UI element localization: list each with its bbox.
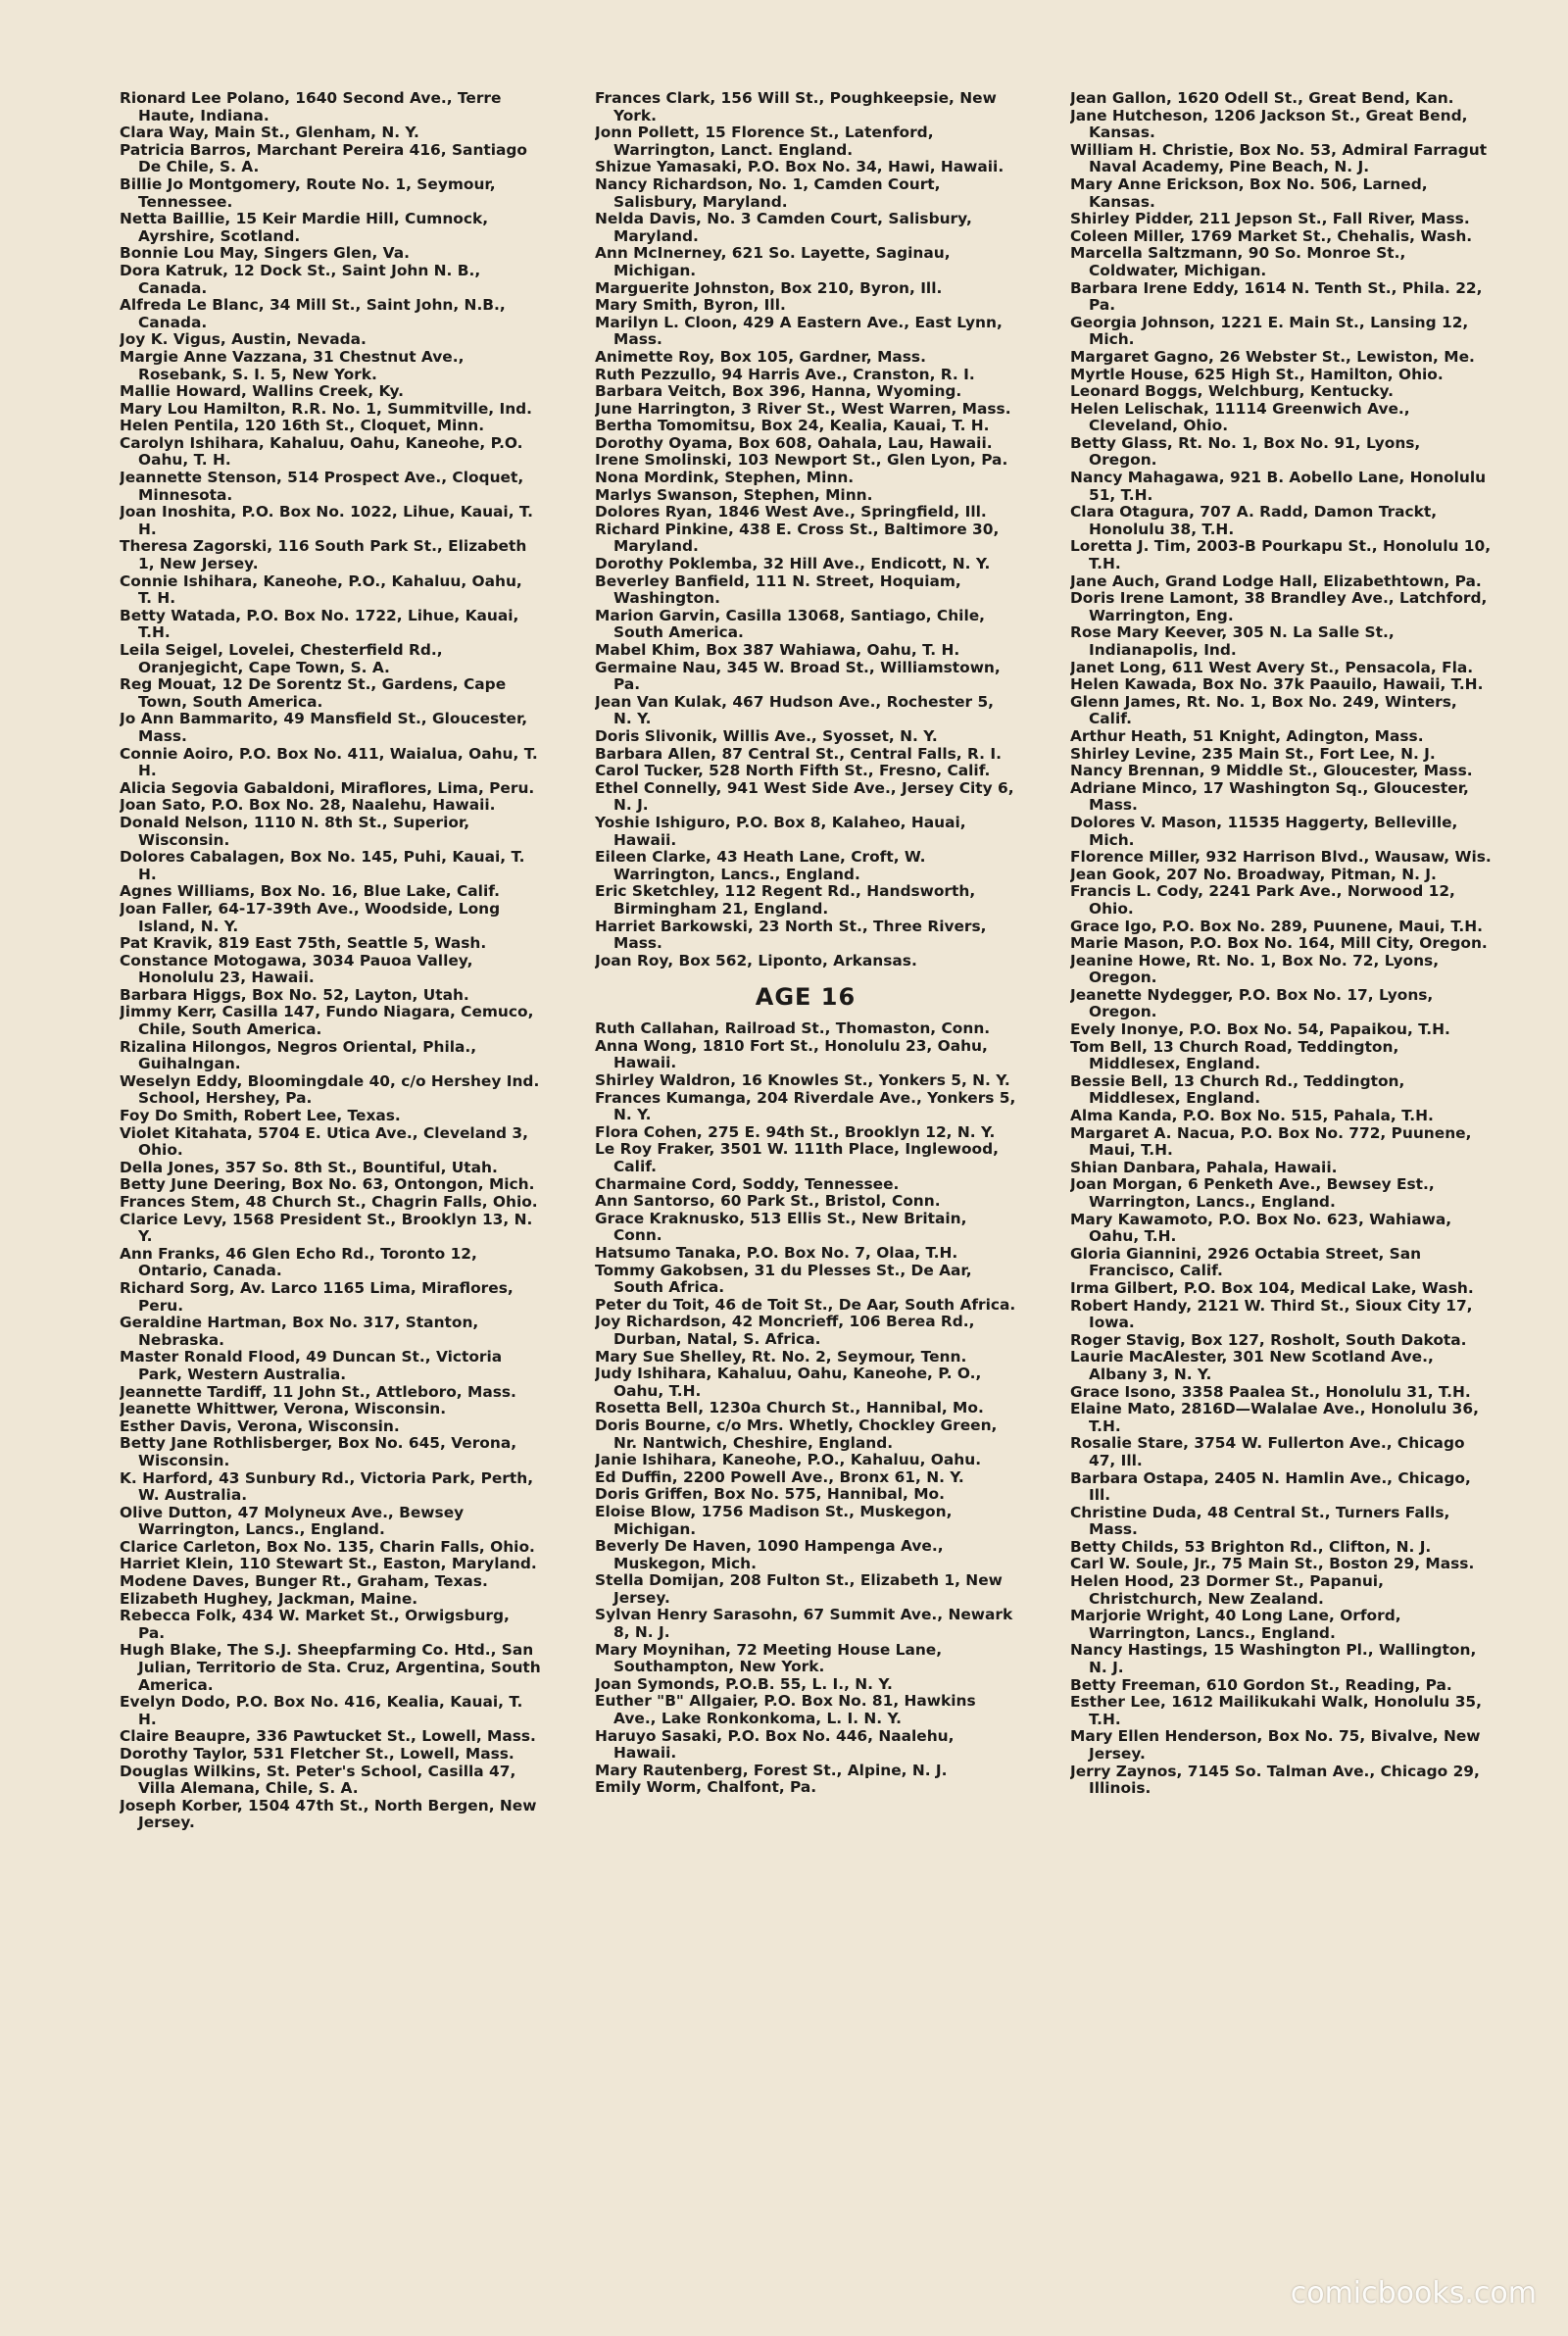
address-entry: Barbara Allen, 87 Central St., Central Falls, R. I. <box>595 744 1002 763</box>
address-entry: William H. Christie, Box No. 53, Admiral Farragut Naval Academy, Pine Beach, N. J. <box>1070 140 1488 176</box>
address-entry: Beverley Banfield, 111 N. Street, Hoquiam, Washington. <box>595 572 961 608</box>
address-entry: Eloise Blow, 1756 Madison St., Muskegon, Michigan. <box>595 1502 953 1538</box>
address-entry: Dolores Ryan, 1846 West Ave., Springfield, Ill. <box>595 503 987 522</box>
address-entry: Betty Freeman, 610 Gordon St., Reading, Pa. <box>1070 1675 1452 1694</box>
address-entry: Joan Symonds, P.O.B. 55, L. I., N. Y. <box>595 1674 893 1693</box>
address-entry: Jeannette Stenson, 514 Prospect Ave., Cloquet, Minnesota. <box>120 469 524 504</box>
address-entry: Helen Kawada, Box No. 37k Paauilo, Hawaii, T.H. <box>1070 675 1484 694</box>
address-entry: Frances Kumanga, 204 Riverdale Ave., Yonkers 5, N. Y. <box>595 1088 1016 1124</box>
address-entry: Ruth Callahan, Railroad St., Thomaston, Conn. <box>595 1019 991 1038</box>
address-entry: Harriet Klein, 110 Stewart St., Easton, Maryland. <box>120 1555 537 1573</box>
address-entry: Helen Hood, 23 Dormer St., Papanui, Christchurch, New Zealand. <box>1070 1572 1384 1608</box>
address-entry: Betty Jane Rothlisberger, Box No. 645, Verona, Wisconsin. <box>120 1434 517 1469</box>
address-entry: Joan Morgan, 6 Penketh Ave., Bewsey Est., Warrington, Lancs., England. <box>1070 1175 1435 1211</box>
address-entry: Jane Auch, Grand Lodge Hall, Elizabethtown, Pa. <box>1070 572 1482 590</box>
address-entry: Alma Kanda, P.O. Box No. 515, Pahala, T.H. <box>1070 1107 1434 1125</box>
address-entry: Rosalie Stare, 3754 W. Fullerton Ave., Chicago 47, Ill. <box>1070 1434 1465 1469</box>
address-entry: Tom Bell, 13 Church Road, Teddington, Middlesex, England. <box>1070 1037 1399 1073</box>
address-entry: Nancy Richardson, No. 1, Camden Court, Salisbury, Maryland. <box>595 174 941 211</box>
address-entry: Anna Wong, 1810 Fort St., Honolulu 23, Oahu, Hawaii. <box>595 1036 988 1072</box>
address-entry: Shirley Levine, 235 Main St., Fort Lee, N. J. <box>1070 744 1436 763</box>
address-entry: Helen Pentila, 120 16th St., Cloquet, Minn. <box>120 417 485 435</box>
address-entry: Flora Cohen, 275 E. 94th St., Brooklyn 12, N. Y. <box>595 1122 996 1141</box>
address-entry: Jonn Pollett, 15 Florence St., Latenford, Warrington, Lanct. England. <box>595 124 934 159</box>
address-entry: Jeanette Nydegger, P.O. Box No. 17, Lyons, Oregon. <box>1070 985 1434 1021</box>
address-entry: Donald Nelson, 1110 N. 8th St., Superior, Wisconsin. <box>120 813 470 849</box>
address-entry: Haruyo Sasaki, P.O. Box No. 446, Naalehu, Hawaii. <box>595 1726 955 1763</box>
address-entry: Myrtle House, 625 High St., Hamilton, Ohio. <box>1070 365 1444 383</box>
address-entry: Modene Daves, Bunger Rt., Graham, Texas. <box>120 1572 488 1591</box>
address-entry: Le Roy Fraker, 3501 W. 111th Place, Inglewood, Calif. <box>595 1140 999 1176</box>
address-entry: Mabel Khim, Box 387 Wahiawa, Oahu, T. H. <box>595 641 960 659</box>
address-entry: Olive Dutton, 47 Molyneux Ave., Bewsey Warrington, Lancs., England. <box>120 1503 465 1539</box>
address-entry: Patricia Barros, Marchant Pereira 416, Santiago De Chile, S. A. <box>120 140 528 176</box>
address-entry: Della Jones, 357 So. 8th St., Bountiful, Utah. <box>120 1158 498 1176</box>
address-entry: Hugh Blake, The S.J. Sheepfarming Co. Htd., San Julian, Territorio de Sta. Cruz, Argentina, South America. <box>120 1641 541 1694</box>
site-watermark: comicbooks.com <box>1290 2276 1537 2311</box>
address-entry: Jeanine Howe, Rt. No. 1, Box No. 72, Lyons, Oregon. <box>1070 951 1440 987</box>
address-entry: Nancy Mahagawa, 921 B. Aobello Lane, Honolulu 51, T.H. <box>1070 469 1487 504</box>
address-entry: Douglas Wilkins, St. Peter's School, Casilla 47, Villa Alemana, Chile, S. A. <box>120 1762 516 1798</box>
address-entry: Margaret Gagno, 26 Webster St., Lewiston, Me. <box>1070 347 1475 366</box>
address-entry: Bertha Tomomitsu, Box 24, Kealia, Kauai, T. H. <box>595 417 990 435</box>
address-entry: Marilyn L. Cloon, 429 A Eastern Ave., East Lynn, Mass. <box>595 313 1003 349</box>
address-entry: Carol Tucker, 528 North Fifth St., Fresno, Calif. <box>595 762 991 780</box>
section-heading: AGE 16 <box>755 983 857 1012</box>
address-entry: Netta Baillie, 15 Keir Mardie Hill, Cumnock, Ayrshire, Scotland. <box>120 210 489 245</box>
address-entry: Charmaine Cord, Soddy, Tennessee. <box>595 1174 900 1193</box>
address-entry: Shirley Waldron, 16 Knowles St., Yonkers 5, N. Y. <box>595 1071 1010 1090</box>
address-entry: Clarice Levy, 1568 President St., Brooklyn 13, N. Y. <box>120 1210 533 1246</box>
address-entry: Jeanette Whittwer, Verona, Wisconsin. <box>120 1400 447 1418</box>
address-entry: Beverly De Haven, 1090 Hampenga Ave., Muskegon, Mich. <box>595 1537 944 1572</box>
address-entry: Theresa Zagorski, 116 South Park St., Elizabeth 1, New Jersey. <box>120 537 527 573</box>
address-entry: Eric Sketchley, 112 Regent Rd., Handsworth, Birmingham 21, England. <box>595 882 976 918</box>
address-entry: Carolyn Ishihara, Kahaluu, Oahu, Kaneohe, P.O. Oahu, T. H. <box>120 433 523 470</box>
address-entry: Margaret A. Nacua, P.O. Box No. 772, Puunene, Maui, T.H. <box>1070 1123 1472 1160</box>
address-entry: Joy Richardson, 42 Moncrieff, 106 Berea Rd., Durban, Natal, S. Africa. <box>595 1313 975 1348</box>
address-entry: Sylvan Henry Sarasohn, 67 Summit Ave., Newark 8, N. J. <box>595 1606 1013 1642</box>
address-entry: Margie Anne Vazzana, 31 Chestnut Ave., Rosebank, S. I. 5, New York. <box>120 347 465 383</box>
address-entry: Evelyn Dodo, P.O. Box No. 416, Kealia, Kauai, T. H. <box>120 1693 523 1728</box>
address-entry: Ann McInerney, 621 So. Layette, Saginau, Michigan. <box>595 244 951 279</box>
address-entry: Dorothy Poklemba, 32 Hill Ave., Endicott, N. Y. <box>595 555 991 573</box>
address-entry: Clara Way, Main St., Glenham, N. Y. <box>120 124 419 142</box>
address-entry: Richard Sorg, Av. Larco 1165 Lima, Miraflores, Peru. <box>120 1278 514 1315</box>
address-entry: Doris Slivonik, Willis Ave., Syosset, N. Y. <box>595 726 938 745</box>
address-entry: Yoshie Ishiguro, P.O. Box 8, Kalaheo, Hauai, Hawaii. <box>595 813 966 849</box>
address-entry: Ann Franks, 46 Glen Echo Rd., Toronto 12, Ontario, Canada. <box>120 1244 477 1280</box>
age-16-entries <box>595 1020 1016 1797</box>
address-entry: Elizabeth Hughey, Jackman, Maine. <box>120 1589 418 1608</box>
address-entry: Betty Glass, Rt. No. 1, Box No. 91, Lyons, Oregon. <box>1070 433 1421 470</box>
address-entry: Constance Motogawa, 3034 Pauoa Valley, Honolulu 23, Hawaii. <box>120 951 473 987</box>
address-entry: Reg Mouat, 12 De Sorentz St., Gardens, Cape Town, South America. <box>120 675 507 711</box>
address-entry: Florence Miller, 932 Harrison Blvd., Wausaw, Wis. <box>1070 848 1492 867</box>
address-entry: Judy Ishihara, Kahaluu, Oahu, Kaneohe, P. O., Oahu, T.H. <box>595 1365 982 1400</box>
address-entry: Loretta J. Tim, 2003-B Pourkapu St., Honolulu 10, T.H. <box>1070 537 1492 573</box>
address-entry: Foy Do Smith, Robert Lee, Texas. <box>120 1107 401 1125</box>
address-entry: Mary Sue Shelley, Rt. No. 2, Seymour, Tenn. <box>595 1347 967 1366</box>
address-entry: Nancy Brennan, 9 Middle St., Gloucester, Mass. <box>1070 762 1473 780</box>
address-entry: Carl W. Soule, Jr., 75 Main St., Boston 29, Mass. <box>1070 1555 1475 1573</box>
address-entry: Hatsumo Tanaka, P.O. Box No. 7, Olaa, T.H. <box>595 1244 958 1262</box>
address-entry: Shizue Yamasaki, P.O. Box No. 34, Hawi, Hawaii. <box>595 158 1004 176</box>
address-entry: Joseph Korber, 1504 47th St., North Bergen, New Jersey. <box>120 1796 537 1832</box>
address-entry: Elaine Mato, 2816D—Walalae Ave., Honolulu 36, T.H. <box>1070 1400 1479 1435</box>
address-entry: Roger Stavig, Box 127, Rosholt, South Dakota. <box>1070 1330 1467 1349</box>
address-entry: Jo Ann Bammarito, 49 Mansfield St., Gloucester, Mass. <box>120 710 528 745</box>
address-entry: Jeannette Tardiff, 11 John St., Attleboro, Mass. <box>120 1382 516 1401</box>
address-entry: Eileen Clarke, 43 Heath Lane, Croft, W. Warrington, Lancs., England. <box>595 848 926 883</box>
address-entry: Rionard Lee Polano, 1640 Second Ave., Terre Haute, Indiana. <box>120 90 502 124</box>
address-entry: Esther Davis, Verona, Wisconsin. <box>120 1417 400 1435</box>
address-entry: Christine Duda, 48 Central St., Turners Falls, Mass. <box>1070 1503 1450 1539</box>
address-entry: Jean Gook, 207 No. Broadway, Pitman, N. J. <box>1070 865 1437 883</box>
address-entry: Barbara Higgs, Box No. 52, Layton, Utah. <box>120 985 469 1004</box>
address-entry: Gloria Giannini, 2926 Octabia Street, San Francisco, Calif. <box>1070 1244 1422 1280</box>
address-entry: Georgia Johnson, 1221 E. Main St., Lansing 12, Mich. <box>1070 313 1469 349</box>
address-entry: Ed Duffin, 2200 Powell Ave., Bronx 61, N. Y. <box>595 1467 964 1486</box>
address-entry: Nancy Hastings, 15 Washington Pl., Wallington, N. J. <box>1070 1641 1477 1677</box>
address-entry: Violet Kitahata, 5704 E. Utica Ave., Cleveland 3, Ohio. <box>120 1123 528 1160</box>
address-entry: Ethel Connelly, 941 West Side Ave., Jersey City 6, N. J. <box>595 778 1014 815</box>
address-entry: Connie Aoiro, P.O. Box No. 411, Waialua, Oahu, T. H. <box>120 744 538 780</box>
address-entry: Connie Ishihara, Kaneohe, P.O., Kahaluu, Oahu, T. H. <box>120 572 522 608</box>
address-entry: Dolores Cabalagen, Box No. 145, Puhi, Kauai, T. H. <box>120 848 525 883</box>
address-entry: Doris Irene Lamont, 38 Brandley Ave., Latchford, Warrington, Eng. <box>1070 589 1488 624</box>
address-entry: Joan Inoshita, P.O. Box No. 1022, Lihue, Kauai, T. H. <box>120 503 533 538</box>
address-entry: Emily Worm, Chalfont, Pa. <box>595 1778 817 1797</box>
address-entry: Mary Ellen Henderson, Box No. 75, Bivalve, New Jersey. <box>1070 1727 1481 1763</box>
address-entry: Mary Lou Hamilton, R.R. No. 1, Summitville, Ind. <box>120 399 533 418</box>
address-entry: Dolores V. Mason, 11535 Haggerty, Belleville, Mich. <box>1070 813 1458 849</box>
address-entry: Barbara Irene Eddy, 1614 N. Tenth St., Phila. 22, Pa. <box>1070 278 1483 315</box>
address-entry: Helen Lelischak, 11114 Greenwich Ave., Cleveland, Ohio. <box>1070 399 1410 435</box>
address-entry: Rizalina Hilongos, Negros Oriental, Phila., Guihalngan. <box>120 1037 477 1073</box>
address-entry: Betty Watada, P.O. Box No. 1722, Lihue, Kauai, T.H. <box>120 606 519 642</box>
address-entry: Clara Otagura, 707 A. Radd, Damon Trackt, Honolulu 38, T.H. <box>1070 503 1438 538</box>
address-entry: Janet Long, 611 West Avery St., Pensacola, Fla. <box>1070 658 1474 676</box>
address-entry: Rose Mary Keever, 305 N. La Salle St., Indianapolis, Ind. <box>1070 623 1395 659</box>
address-entry: Mary Kawamoto, P.O. Box No. 623, Wahiawa, Oahu, T.H. <box>1070 1210 1452 1246</box>
address-entry: Mary Anne Erickson, Box No. 506, Larned, Kansas. <box>1070 174 1428 211</box>
address-entry: Alicia Segovia Gabaldoni, Miraflores, Lima, Peru. <box>120 778 535 797</box>
address-entry: Euther "B" Allgaier, P.O. Box No. 81, Hawkins Ave., Lake Ronkonkoma, L. I. N. Y. <box>595 1692 976 1728</box>
address-entry: Master Ronald Flood, 49 Duncan St., Victoria Park, Western Australia. <box>120 1348 503 1383</box>
address-entry: Arthur Heath, 51 Knight, Adington, Mass. <box>1070 726 1424 745</box>
address-entry: Jerry Zaynos, 7145 So. Talman Ave., Chicago 29, Illinois. <box>1070 1762 1480 1798</box>
address-entry: Adriane Minco, 17 Washington Sq., Gloucester, Mass. <box>1070 778 1469 815</box>
address-entry: June Harrington, 3 River St., West Warren, Mass. <box>595 399 1011 418</box>
address-entry: Grace Kraknusko, 513 Ellis St., New Britain, Conn. <box>595 1209 967 1245</box>
address-entry: K. Harford, 43 Sunbury Rd., Victoria Park, Perth, W. Australia. <box>120 1468 534 1505</box>
address-entry: Esther Lee, 1612 Mailikukahi Walk, Honolulu 35, T.H. <box>1070 1693 1482 1728</box>
address-entry: Leonard Boggs, Welchburg, Kentucky. <box>1070 382 1395 401</box>
address-entry: Betty Childs, 53 Brighton Rd., Clifton, N. J. <box>1070 1537 1432 1556</box>
address-entry: Barbara Ostapa, 2405 N. Hamlin Ave., Chicago, Ill. <box>1070 1468 1471 1505</box>
column-right <box>1070 90 1492 2188</box>
address-entry: Janie Ishihara, Kaneohe, P.O., Kahaluu, Oahu. <box>595 1451 982 1469</box>
address-entry: Harriet Barkowski, 23 North St., Three Rivers, Mass. <box>595 917 987 953</box>
address-entry: Jean Van Kulak, 467 Hudson Ave., Rochester 5, N. Y. <box>595 692 995 728</box>
address-entry: Evely Inonye, P.O. Box No. 54, Papaikou, T.H. <box>1070 1020 1450 1039</box>
address-entry: Frances Clark, 156 Will St., Poughkeepsie, New York. <box>595 90 997 124</box>
address-entry: Doris Bourne, c/o Mrs. Whetly, Chockley Green, Nr. Nantwich, Cheshire, England. <box>595 1416 998 1452</box>
address-entry: Jane Hutcheson, 1206 Jackson St., Great Bend, Kansas. <box>1070 106 1468 142</box>
pen-pal-listing-page <box>120 90 1492 2188</box>
address-entry: Glenn James, Rt. No. 1, Box No. 249, Winters, Calif. <box>1070 692 1457 728</box>
address-entry: Bonnie Lou May, Singers Glen, Va. <box>120 244 410 263</box>
address-entry: Robert Handy, 2121 W. Third St., Sioux City 17, Iowa. <box>1070 1296 1473 1332</box>
address-entry: Rosetta Bell, 1230a Church St., Hannibal, Mo. <box>595 1399 984 1417</box>
column-middle <box>595 90 1016 2188</box>
address-entry: Joan Faller, 64-17-39th Ave., Woodside, Long Island, N. Y. <box>120 899 501 935</box>
address-entry: Ruth Pezzullo, 94 Harris Ave., Cranston, R. I. <box>595 365 975 383</box>
address-entry: Marie Mason, P.O. Box No. 164, Mill City, Oregon. <box>1070 934 1488 953</box>
address-entry: Stella Domijan, 208 Fulton St., Elizabeth 1, New Jersey. <box>595 1571 1003 1607</box>
address-entry: Claire Beaupre, 336 Pawtucket St., Lowell, Mass. <box>120 1727 536 1746</box>
address-entry: Joan Sato, P.O. Box No. 28, Naalehu, Hawaii. <box>120 796 496 815</box>
address-entry: Geraldine Hartman, Box No. 317, Stanton, Nebraska. <box>120 1314 479 1349</box>
address-entry: Mary Moynihan, 72 Meeting House Lane, Southampton, New York. <box>595 1640 943 1676</box>
address-entry: Agnes Williams, Box No. 16, Blue Lake, Calif. <box>120 882 500 901</box>
address-entry: Bessie Bell, 13 Church Rd., Teddington, Middlesex, England. <box>1070 1071 1405 1108</box>
address-entry: Ann Santorso, 60 Park St., Bristol, Conn. <box>595 1192 941 1211</box>
address-entry: Irene Smolinski, 103 Newport St., Glen Lyon, Pa. <box>595 451 1008 470</box>
address-entry: Betty June Deering, Box No. 63, Ontongon, Mich. <box>120 1175 535 1194</box>
address-entry: Billie Jo Montgomery, Route No. 1, Seymour, Tennessee. <box>120 174 496 211</box>
address-entry: Shirley Pidder, 211 Jepson St., Fall River, Mass. <box>1070 210 1470 228</box>
address-entry: Tommy Gakobsen, 31 du Plesses St., De Aar, South Africa. <box>595 1261 972 1297</box>
address-entry: Marjorie Wright, 40 Long Lane, Orford, Warrington, Lancs., England. <box>1070 1607 1401 1642</box>
address-entry: Laurie MacAlester, 301 New Scotland Ave., Albany 3, N. Y. <box>1070 1348 1434 1383</box>
address-entry: Rebecca Folk, 434 W. Market St., Orwigsburg, Pa. <box>120 1607 510 1642</box>
address-entry: Barbara Veitch, Box 396, Hanna, Wyoming. <box>595 382 962 401</box>
address-entry: Nelda Davis, No. 3 Camden Court, Salisbury, Maryland. <box>595 210 972 245</box>
address-entry: Germaine Nau, 345 W. Broad St., Williamstown, Pa. <box>595 658 1001 694</box>
address-entry: Clarice Carleton, Box No. 135, Charin Falls, Ohio. <box>120 1537 535 1556</box>
address-entry: Alfreda Le Blanc, 34 Mill St., Saint John, N.B., Canada. <box>120 296 506 331</box>
address-entry: Nona Mordink, Stephen, Minn. <box>595 469 855 487</box>
address-entry: Jimmy Kerr, Casilla 147, Fundo Niagara, Cemuco, Chile, South America. <box>120 1003 534 1039</box>
address-entry: Peter du Toit, 46 de Toit St., De Aar, South Africa. <box>595 1295 1016 1314</box>
address-entry: Irma Gilbert, P.O. Box 104, Medical Lake, Wash. <box>1070 1278 1474 1297</box>
address-entry: Dorothy Oyama, Box 608, Oahala, Lau, Hawaii. <box>595 433 993 452</box>
column-middle-entries <box>595 90 1016 969</box>
address-entry: Mary Smith, Byron, Ill. <box>595 296 786 315</box>
address-entry: Leila Seigel, Lovelei, Chesterfield Rd., Oranjegicht, Cape Town, S. A. <box>120 641 443 676</box>
address-entry: Marlys Swanson, Stephen, Minn. <box>595 485 873 504</box>
address-entry: Grace Isono, 3358 Paalea St., Honolulu 31, T.H. <box>1070 1382 1471 1401</box>
address-entry: Coleen Miller, 1769 Market St., Chehalis, Wash. <box>1070 226 1473 245</box>
address-entry: Mary Rautenberg, Forest St., Alpine, N. J. <box>595 1761 948 1779</box>
address-entry: Joy K. Vigus, Austin, Nevada. <box>120 330 367 349</box>
address-entry: Francis L. Cody, 2241 Park Ave., Norwood 12, Ohio. <box>1070 882 1455 918</box>
address-entry: Shian Danbara, Pahala, Hawaii. <box>1070 1158 1338 1176</box>
address-entry: Frances Stem, 48 Church St., Chagrin Falls, Ohio. <box>120 1193 538 1211</box>
address-entry: Animette Roy, Box 105, Gardner, Mass. <box>595 347 926 366</box>
address-entry: Marion Garvin, Casilla 13068, Santiago, Chile, South America. <box>595 606 986 642</box>
column-left <box>120 90 541 2188</box>
address-entry: Grace Igo, P.O. Box No. 289, Puunene, Maui, T.H. <box>1070 917 1483 935</box>
address-entry: Pat Kravik, 819 East 75th, Seattle 5, Wash. <box>120 934 487 953</box>
address-entry: Weselyn Eddy, Bloomingdale 40, c/o Hershey Ind. School, Hershey, Pa. <box>120 1071 540 1108</box>
address-entry: Marguerite Johnston, Box 210, Byron, Ill. <box>595 278 943 297</box>
address-entry: Richard Pinkine, 438 E. Cross St., Baltimore 30, Maryland. <box>595 520 1000 556</box>
address-entry: Dora Katruk, 12 Dock St., Saint John N. B., Canada. <box>120 261 481 297</box>
address-entry: Mallie Howard, Wallins Creek, Ky. <box>120 382 404 401</box>
address-entry: Joan Roy, Box 562, Liponto, Arkansas. <box>595 951 917 969</box>
address-entry: Jean Gallon, 1620 Odell St., Great Bend, Kan. <box>1070 90 1454 107</box>
address-entry: Doris Griffen, Box No. 575, Hannibal, Mo. <box>595 1485 945 1504</box>
address-entry: Marcella Saltzmann, 90 So. Monroe St., Coldwater, Michigan. <box>1070 244 1406 279</box>
address-entry: Dorothy Taylor, 531 Fletcher St., Lowell, Mass. <box>120 1745 514 1763</box>
